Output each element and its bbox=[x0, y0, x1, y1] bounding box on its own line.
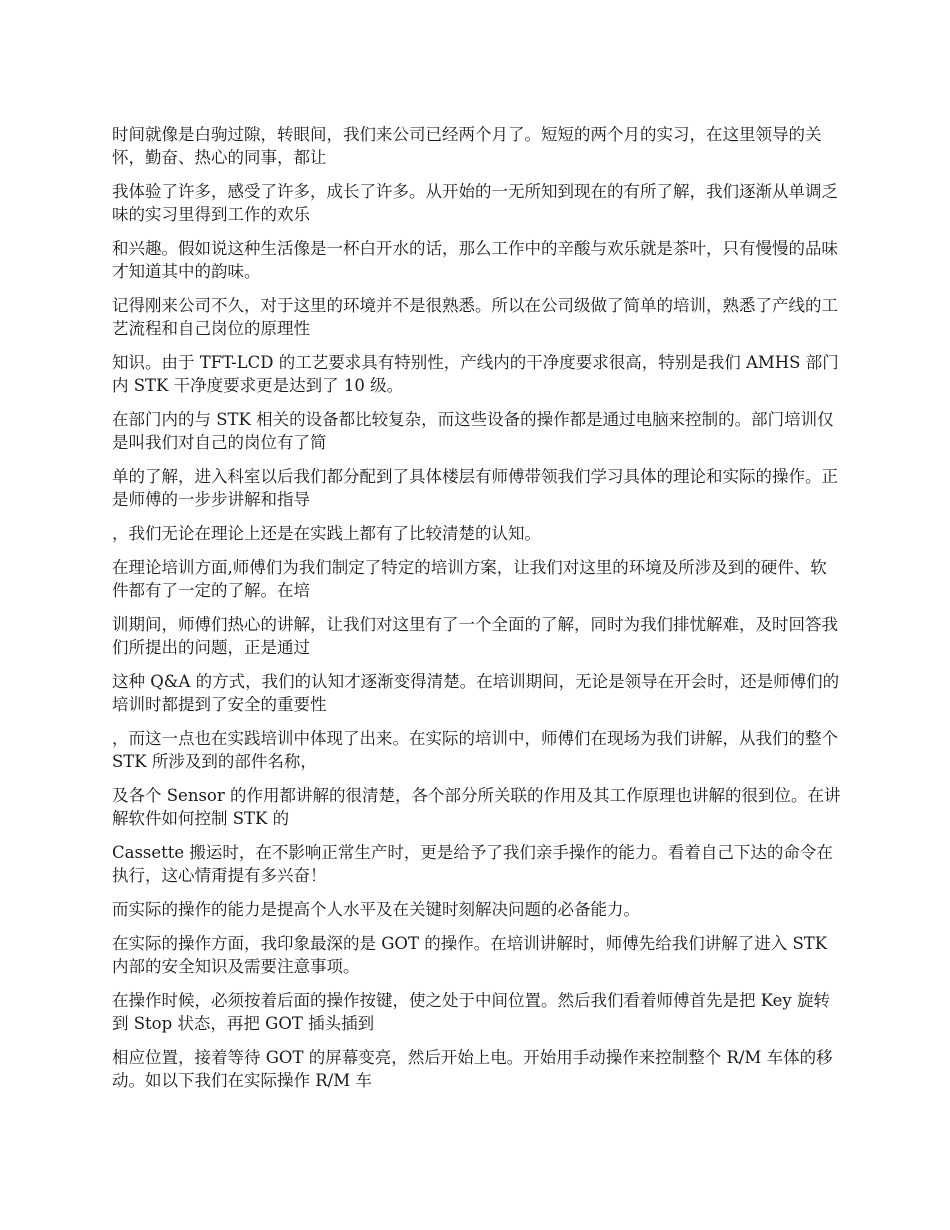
paragraph: 记得刚来公司不久，对于这里的环境并不是很熟悉。所以在公司级做了简单的培训，熟悉了产线的工艺流程和自己岗位的原理性 bbox=[112, 296, 838, 338]
paragraph: Cassette 搬运时，在不影响正常生产时，更是给予了我们亲手操作的能力。看着自己下达的命令在执行，这心情甭提有多兴奋！ bbox=[112, 843, 833, 885]
paragraph: 在部门内的与 STK 相关的设备都比较复杂，而这些设备的操作都是通过电脑来控制的。部门培训仅是叫我们对自己的岗位有了简 bbox=[112, 410, 834, 452]
paragraph: ，我们无论在理论上还是在实践上都有了比较清楚的认知。 bbox=[112, 524, 541, 543]
paragraph: 时间就像是白驹过隙，转眼间，我们来公司已经两个月了。短短的两个月的实习，在这里领导的关怀，勤奋、热心的同事，都让 bbox=[112, 125, 822, 167]
paragraph: 单的了解，进入科室以后我们都分配到了具体楼层有师傅带领我们学习具体的理论和实际的操作。正是师傅的一步步讲解和指导 bbox=[112, 467, 838, 509]
paragraph: 知识。由于 TFT-LCD 的工艺要求具有特别性，产线内的干净度要求很高，特别是我们 AMHS 部门内 STK 干净度要求更是达到了 10 级。 bbox=[112, 353, 839, 395]
paragraph: 及各个 Sensor 的作用都讲解的很清楚，各个部分所关联的作用及其工作原理也讲解的很到位。在讲解软件如何控制 STK 的 bbox=[112, 786, 841, 828]
document-body bbox=[112, 123, 842, 1103]
paragraph: 和兴趣。假如说这种生活像是一杯白开水的话，那么工作中的辛酸与欢乐就是茶叶，只有慢慢的品味才知道其中的韵味。 bbox=[112, 239, 838, 281]
paragraph: 在理论培训方面,师傅们为我们制定了特定的培训方案，让我们对这里的环境及所涉及到的硬件、软件都有了一定的了解。在培 bbox=[112, 558, 827, 600]
paragraph: 训期间，师傅们热心的讲解，让我们对这里有了一个全面的了解，同时为我们排忧解难，及时回答我们所提出的问题，正是通过 bbox=[112, 615, 838, 657]
paragraph: 这种 Q&A 的方式，我们的认知才逐渐变得清楚。在培训期间，无论是领导在开会时，还是师傅们的培训时都提到了安全的重要性 bbox=[112, 672, 840, 714]
paragraph: 相应位置，接着等待 GOT 的屏幕变亮，然后开始上电。开始用手动操作来控制整个 R/M 车体的移动。如以下我们在实际操作 R/M 车 bbox=[112, 1048, 833, 1090]
paragraph: 我体验了许多，感受了许多，成长了许多。从开始的一无所知到现在的有所了解，我们逐渐从单调乏味的实习里得到工作的欢乐 bbox=[112, 182, 838, 224]
paragraph: ，而这一点也在实践培训中体现了出来。在实际的培训中，师傅们在现场为我们讲解，从我们的整个 STK 所涉及到的部件名称， bbox=[112, 729, 838, 771]
paragraph: 在实际的操作方面，我印象最深的是 GOT 的操作。在培训讲解时，师傅先给我们讲解了进入 STK 内部的安全知识及需要注意事项。 bbox=[112, 934, 828, 976]
paragraph: 而实际的操作的能力是提高个人水平及在关键时刻解决问题的必备能力。 bbox=[112, 900, 640, 919]
paragraph: 在操作时候，必须按着后面的操作按键，使之处于中间位置。然后我们看着师傅首先是把 Key 旋转到 Stop 状态，再把 GOT 插头插到 bbox=[112, 991, 830, 1033]
